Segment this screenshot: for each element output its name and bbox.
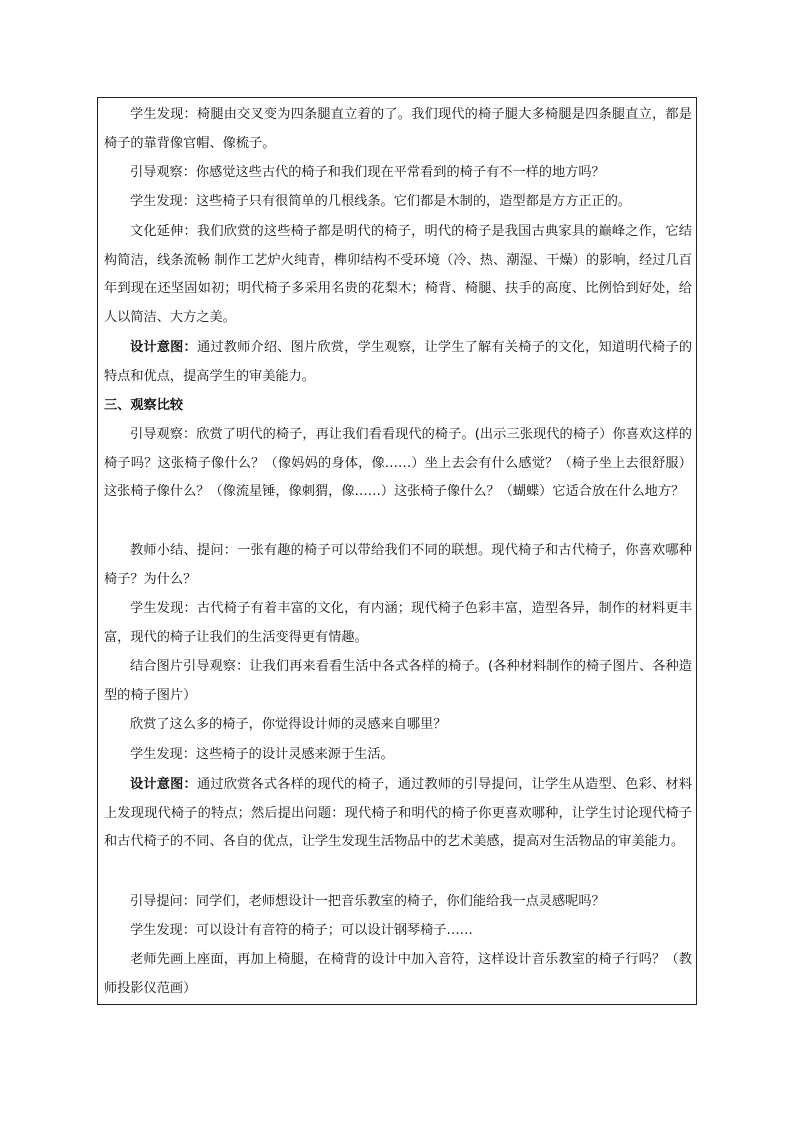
paragraph-guided-observation-1: 引导观察：你感觉这些古代的椅子和我们现在平常看到的椅子有不一样的地方吗？: [130, 165, 605, 180]
section-heading-observe-compare: 三、观察比较: [104, 398, 184, 413]
paragraph-image-observation: 结合图片引导观察：让我们再来看看生活中各式各样的椅子。(各种材料制作的椅子图片、各种造型的椅子图片）: [104, 659, 692, 703]
paragraph-teacher-demo: 老师先画上座面，再加上椅腿，在椅背的设计中加入音符，这样设计音乐教室的椅子行吗？（教师投影仪范画）: [104, 952, 692, 996]
paragraph-guided-question: 引导提问：同学们，老师想设计一把音乐教室的椅子，你们能给我一点灵感呢吗？: [130, 894, 605, 909]
paragraph-design-intent-2: 设计意图：通过欣赏各式各样的现代的椅子，通过教师的引导提问，让学生从造型、色彩、材料上发现现代椅子的特点；然后提出问题：现代椅子和明代的椅子你更喜欢哪种，让学生讨论现代椅子和古代椅子的不同、各自的优点，让学生发现生活物品中的艺术美感，提高对生活物品的审美能力。: [104, 777, 693, 850]
paragraph-student-finding-5: 学生发现：可以设计有音符的椅子；可以设计钢琴椅子……: [130, 923, 473, 938]
paragraph-student-finding-2: 学生发现：这些椅子只有很简单的几根线条。它们都是木制的，造型都是方方正正的。: [130, 194, 632, 209]
paragraph-teacher-summary: 教师小结、提问：一张有趣的椅子可以带给我们不同的联想。现代椅子和古代椅子，你喜欢哪种椅子？为什么？: [104, 543, 692, 587]
paragraph-culture-extension: 文化延伸：我们欣赏的这些椅子都是明代的椅子，明代的椅子是我国古典家具的巅峰之作，它结构简洁，线条流畅 制作工艺炉火纯青，榫卯结构不受环境（冷、热、潮湿、干燥）的影响，经过几百年到现在还坚固如初；明代椅子多采用名贵的花梨木；椅背、椅腿、扶手的高度、比例恰到好处，给人以简洁、大方之美。: [104, 224, 692, 326]
paragraph-inspiration-question: 欣赏了这么多的椅子，你觉得设计师的灵感来自哪里？: [130, 717, 447, 732]
paragraph-design-intent-1: 设计意图：通过教师介绍、图片欣赏，学生观察，让学生了解有关椅子的文化，知道明代椅子的特点和优点，提高学生的审美能力。: [104, 340, 693, 384]
paragraph-student-finding-1: 学生发现：椅腿由交叉变为四条腿直立着的了。我们现代的椅子腿大多椅腿是四条腿直立，都是椅子的靠背像官帽、像梳子。: [104, 107, 692, 151]
paragraph-student-finding-4: 学生发现：这些椅子的设计灵感来源于生活。: [130, 747, 394, 762]
paragraph-student-finding-3: 学生发现：古代椅子有着丰富的文化，有内涵；现代椅子色彩丰富，造型各异，制作的材料更丰富，现代的椅子让我们的生活变得更有情趣。: [104, 601, 692, 645]
paragraph-guided-observation-2: 引导观察：欣赏了明代的椅子，再让我们看看现代的椅子。(出示三张现代的椅子）你喜欢这样的椅子吗？这张椅子像什么？（像妈妈的身体，像……）坐上去会有什么感觉？（椅子坐上去很舒服）这张椅子像什么？（像流星锤，像刺猬，像……）这张椅子像什么？（蝴蝶）它适合放在什么地方？: [104, 427, 692, 500]
